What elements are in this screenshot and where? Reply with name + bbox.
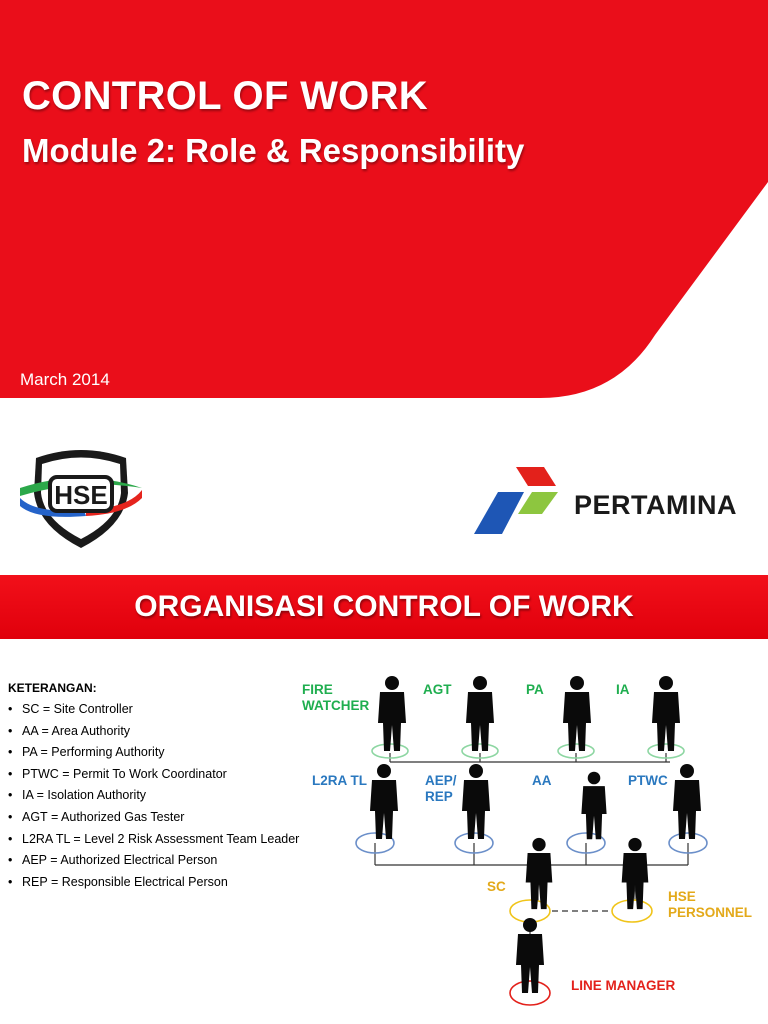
legend-heading: KETERANGAN:: [8, 681, 97, 695]
legend-list: [8, 699, 328, 893]
person-agt: [466, 676, 494, 751]
label-line-manager: LINE MANAGER: [571, 978, 676, 993]
label-pa: PA: [526, 682, 544, 697]
presentation-date: March 2014: [20, 370, 110, 389]
person-aa: [581, 772, 606, 840]
legend-item-agt: • AGT = Authorized Gas Tester: [8, 807, 328, 829]
legend-item-rep: • REP = Responsible Electrical Person: [8, 872, 328, 894]
presentation-title: CONTROL OF WORK: [22, 74, 428, 118]
legend-item-pa: • PA = Performing Authority: [8, 742, 328, 764]
legend-item-sc: • SC = Site Controller: [8, 699, 328, 721]
label-hse-personnel: HSE PERSONNEL: [668, 889, 753, 920]
label-agt: AGT: [423, 682, 452, 697]
hse-shield-logo: [16, 448, 146, 552]
organization-slide: [0, 575, 768, 1024]
person-ptwc: [673, 764, 701, 839]
person-aep-rep: [462, 764, 490, 839]
person-sc: [526, 838, 553, 909]
org-chart: [290, 665, 760, 1015]
person-fire-watcher: [378, 676, 406, 751]
legend-item-ia: • IA = Isolation Authority: [8, 785, 328, 807]
hse-logo-text: HSE: [54, 480, 108, 510]
label-ia: IA: [616, 682, 630, 697]
presentation-subtitle: Module 2: Role & Responsibility: [22, 132, 525, 169]
legend: [8, 681, 328, 893]
red-title-background: [0, 0, 768, 398]
label-aa: AA: [532, 773, 552, 788]
legend-item-aa: • AA = Area Authority: [8, 721, 328, 743]
pertamina-wordmark: PERTAMINA: [574, 490, 737, 520]
legend-item-aep: • AEP = Authorized Electrical Person: [8, 850, 328, 872]
label-fire-watcher: FIRE WATCHER: [302, 682, 370, 713]
ring-line-manager: [510, 981, 550, 1005]
label-ptwc: PTWC: [628, 773, 668, 788]
label-aep-rep: AEP/ REP: [425, 773, 457, 804]
person-ia: [652, 676, 680, 751]
person-l2ra-tl: [370, 764, 398, 839]
legend-item-ptwc: • PTWC = Permit To Work Coordinator: [8, 764, 328, 786]
legend-item-l2ra-tl: • L2RA TL = Level 2 Risk Assessment Team Leader: [8, 829, 328, 851]
org-chart-graphic: [290, 665, 760, 1015]
label-sc: SC: [487, 879, 506, 894]
person-pa: [563, 676, 591, 751]
label-l2ra-tl: L2RA TL: [312, 773, 367, 788]
slide-title: ORGANISASI CONTROL OF WORK: [134, 590, 634, 623]
